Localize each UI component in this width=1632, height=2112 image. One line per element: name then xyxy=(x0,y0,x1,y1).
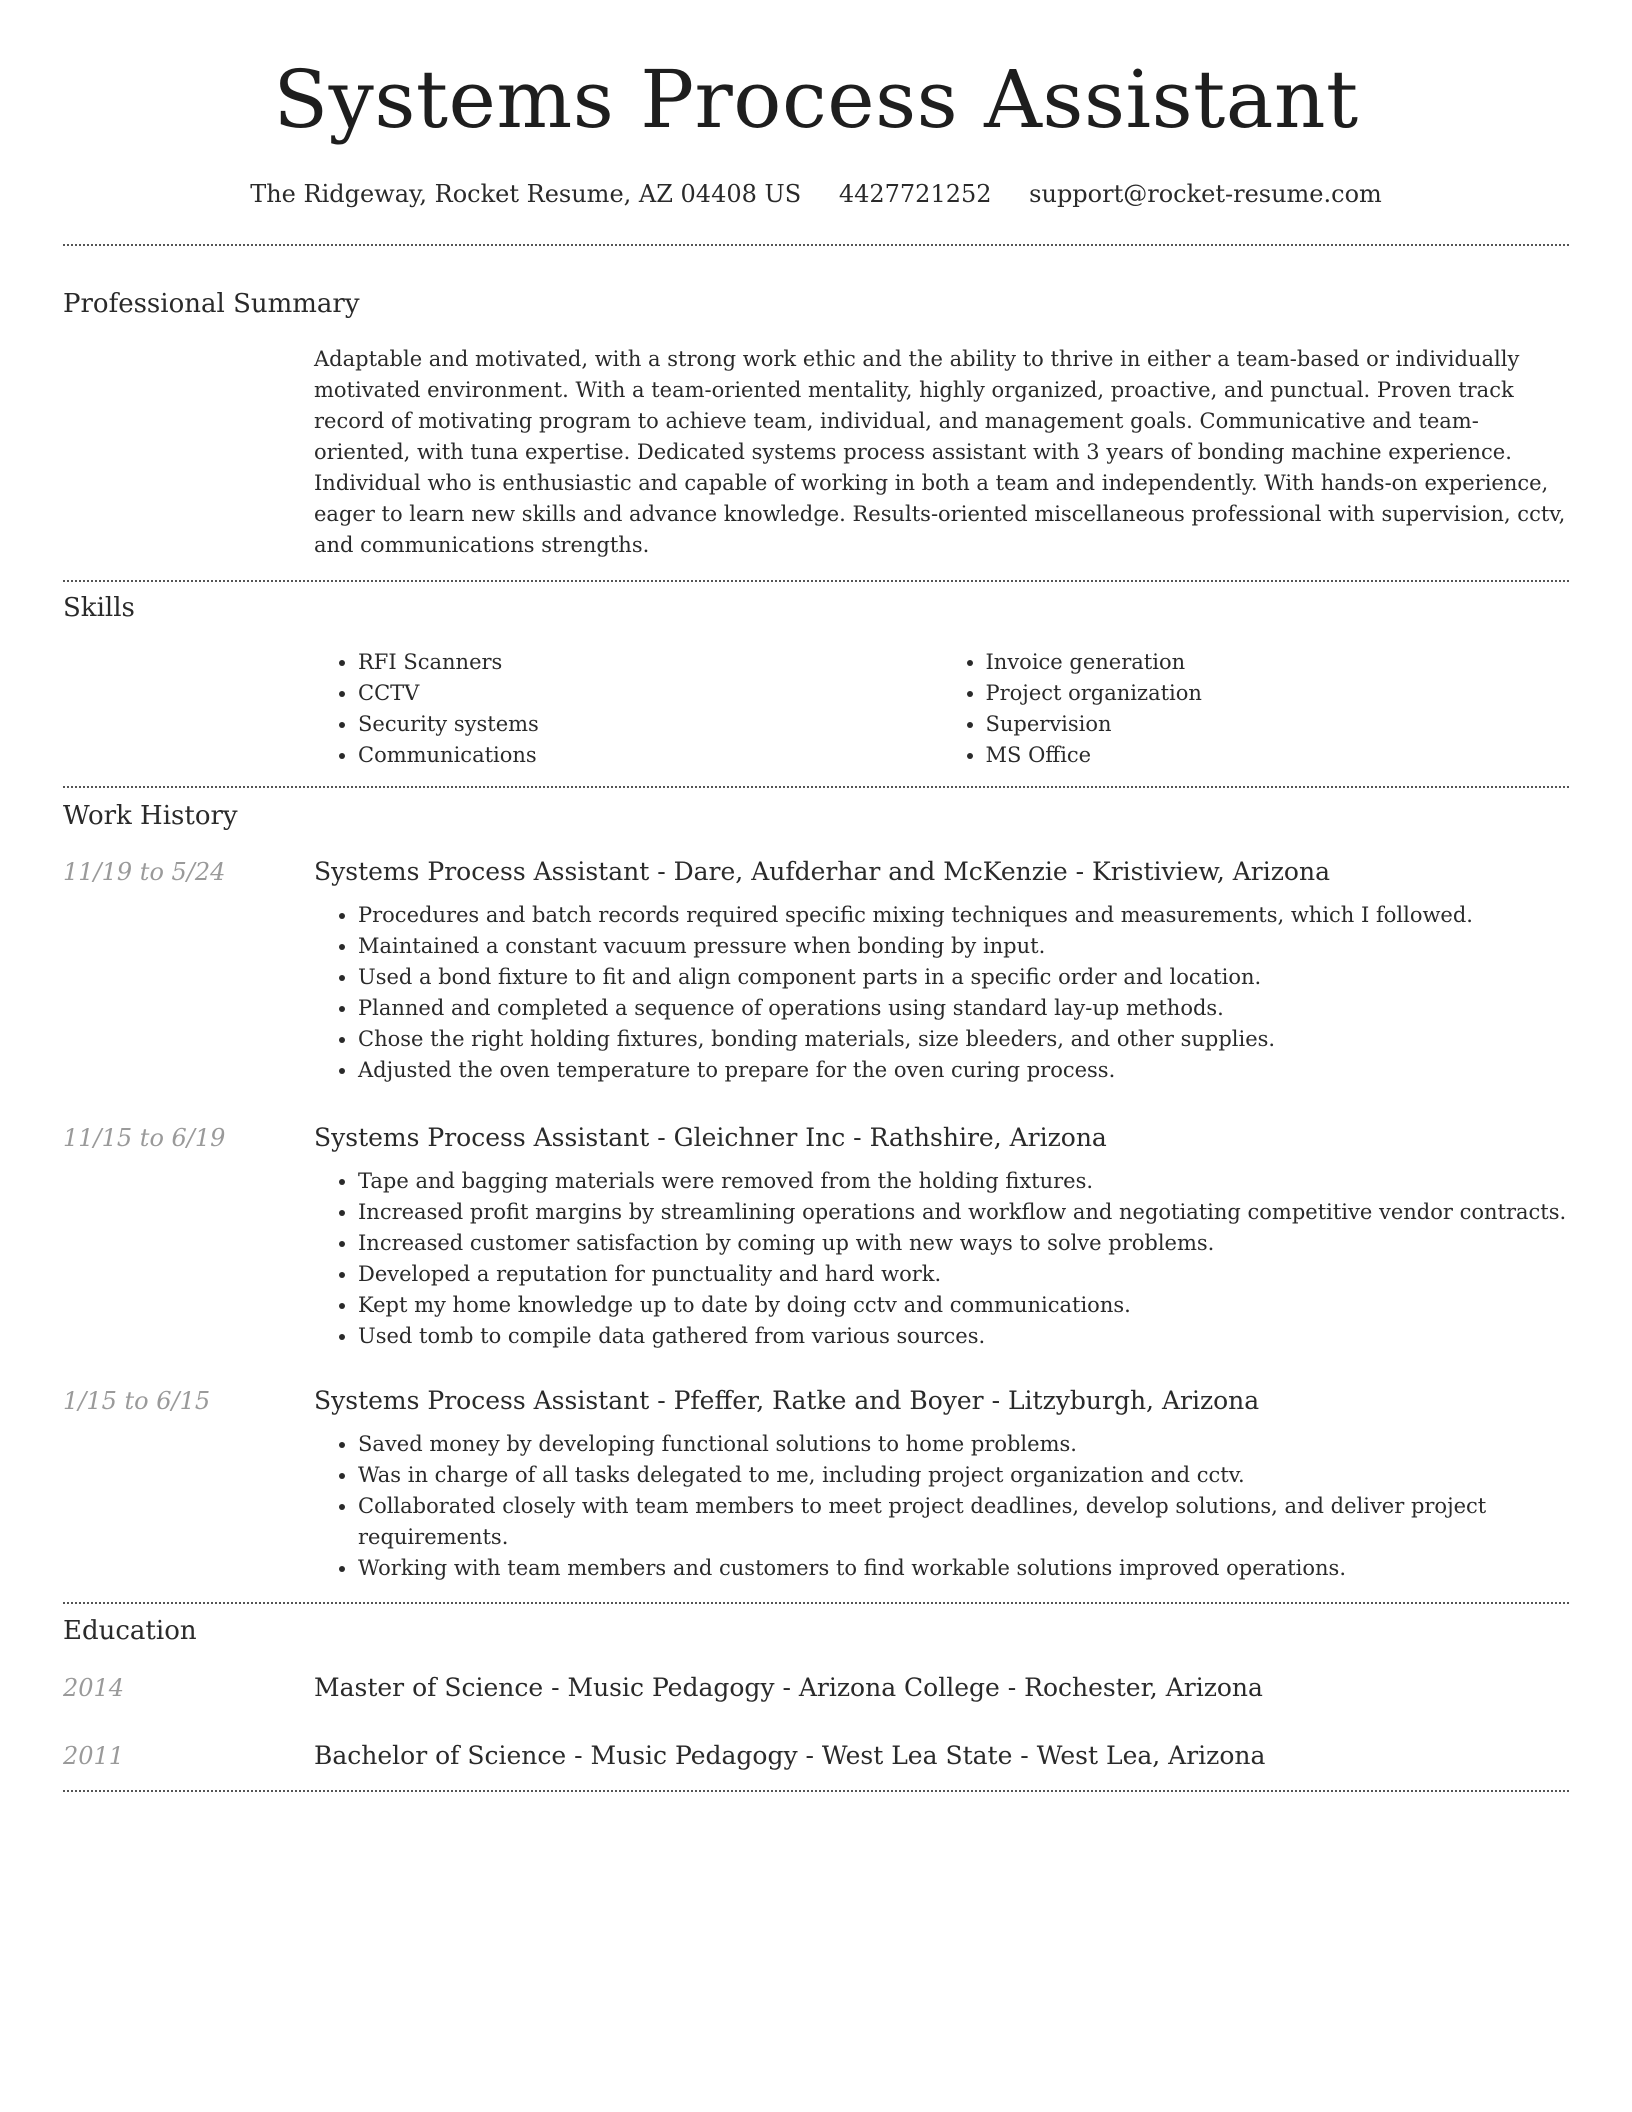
job-dates: 11/19 to 5/24 xyxy=(63,858,226,886)
education-entry xyxy=(63,1740,1569,1772)
resume-page xyxy=(63,0,1569,1792)
job-dates: 1/15 to 6/15 xyxy=(63,1387,211,1415)
summary-heading: Professional Summary xyxy=(63,289,360,319)
job-bullet: • Used a bond fixture to fit and align component parts in a specific order and location. xyxy=(358,962,1569,993)
job-bullets xyxy=(314,1429,1569,1584)
job-bullet: • Increased profit margins by streamlining operations and workflow and negotiating competitive vendor contracts. xyxy=(358,1197,1569,1228)
skill-item: • MS Office xyxy=(986,740,1570,771)
job-bullet: • Saved money by developing functional solutions to home problems. xyxy=(358,1429,1569,1460)
job-bullet: • Planned and completed a sequence of operations using standard lay-up methods. xyxy=(358,993,1569,1024)
job-bullet: • Tape and bagging materials were removed from the holding fixtures. xyxy=(358,1166,1569,1197)
job-entry xyxy=(63,856,1569,1086)
skills-column-right xyxy=(942,647,1570,771)
contact-address: The Ridgeway, Rocket Resume, AZ 04408 US xyxy=(250,180,802,208)
divider xyxy=(63,580,1569,582)
job-bullet: • Working with team members and customers to find workable solutions improved operations. xyxy=(358,1553,1569,1584)
job-bullet: • Used tomb to compile data gathered from various sources. xyxy=(358,1321,1569,1352)
job-bullet: • Chose the right holding fixtures, bonding materials, size bleeders, and other supplies. xyxy=(358,1024,1569,1055)
skill-item: • RFI Scanners xyxy=(358,647,942,678)
skill-item: • Supervision xyxy=(986,709,1570,740)
job-entry xyxy=(63,1385,1569,1584)
skills-heading: Skills xyxy=(63,593,135,623)
job-bullets xyxy=(314,900,1569,1086)
job-bullet: • Increased customer satisfaction by coming up with new ways to solve problems. xyxy=(358,1228,1569,1259)
job-bullet: • Adjusted the oven temperature to prepare for the oven curing process. xyxy=(358,1055,1569,1086)
education-year: 2014 xyxy=(63,1674,125,1702)
contact-phone: 4427721252 xyxy=(838,180,992,208)
resume-name: Systems Process Assistant xyxy=(273,53,1359,146)
education-heading: Education xyxy=(63,1616,197,1646)
job-bullet: • Kept my home knowledge up to date by doing cctv and communications. xyxy=(358,1290,1569,1321)
skill-item: • Communications xyxy=(358,740,942,771)
skills-column-left xyxy=(314,647,942,771)
job-bullet: • Maintained a constant vacuum pressure when bonding by input. xyxy=(358,931,1569,962)
skill-item: • Project organization xyxy=(986,678,1570,709)
education-entry xyxy=(63,1672,1569,1704)
skill-item: • CCTV xyxy=(358,678,942,709)
contact-email: support@rocket-resume.com xyxy=(1029,180,1382,208)
divider xyxy=(63,1790,1569,1792)
divider xyxy=(63,244,1569,246)
job-title: Systems Process Assistant - Pfeffer, Ratke and Boyer - Litzyburgh, Arizona xyxy=(314,1386,1260,1415)
job-bullet: • Developed a reputation for punctuality and hard work. xyxy=(358,1259,1569,1290)
education-year: 2011 xyxy=(63,1742,125,1770)
education-title: Master of Science - Music Pedagogy - Arizona College - Rochester, Arizona xyxy=(314,1673,1263,1702)
job-title: Systems Process Assistant - Gleichner Inc - Rathshire, Arizona xyxy=(314,1123,1107,1152)
divider xyxy=(63,786,1569,788)
job-entry xyxy=(63,1122,1569,1352)
divider xyxy=(63,1602,1569,1604)
job-bullets xyxy=(314,1166,1569,1352)
work-heading: Work History xyxy=(63,801,238,831)
skill-item: • Invoice generation xyxy=(986,647,1570,678)
job-bullet: • Collaborated closely with team members to meet project deadlines, develop solutions, and deliver project requirements. xyxy=(358,1491,1569,1553)
skills-list xyxy=(314,647,1569,771)
skill-item: • Security systems xyxy=(358,709,942,740)
summary-text: Adaptable and motivated, with a strong work ethic and the ability to thrive in either a team-based or individually motivated environment. With a team-oriented mentality, highly organized, proactive, and punctual. Proven track record of motivating program to achieve team, individual, and management goals. Communicative and team-oriented, with tuna expertise. Dedicated systems process assistant with 3 years of bonding machine experience. Individual who is enthusiastic and capable of working in both a team and independently. With hands-on experience, eager to learn new skills and advance knowledge. Results-oriented miscellaneous professional with supervision, cctv, and communications strengths. xyxy=(314,347,1566,557)
job-dates: 11/15 to 6/19 xyxy=(63,1124,226,1152)
job-title: Systems Process Assistant - Dare, Aufderhar and McKenzie - Kristiview, Arizona xyxy=(314,857,1330,886)
job-bullet: • Procedures and batch records required specific mixing techniques and measurements, which I followed. xyxy=(358,900,1569,931)
contact-line xyxy=(63,178,1569,210)
job-bullet: • Was in charge of all tasks delegated to me, including project organization and cctv. xyxy=(358,1460,1569,1491)
education-title: Bachelor of Science - Music Pedagogy - West Lea State - West Lea, Arizona xyxy=(314,1741,1266,1770)
